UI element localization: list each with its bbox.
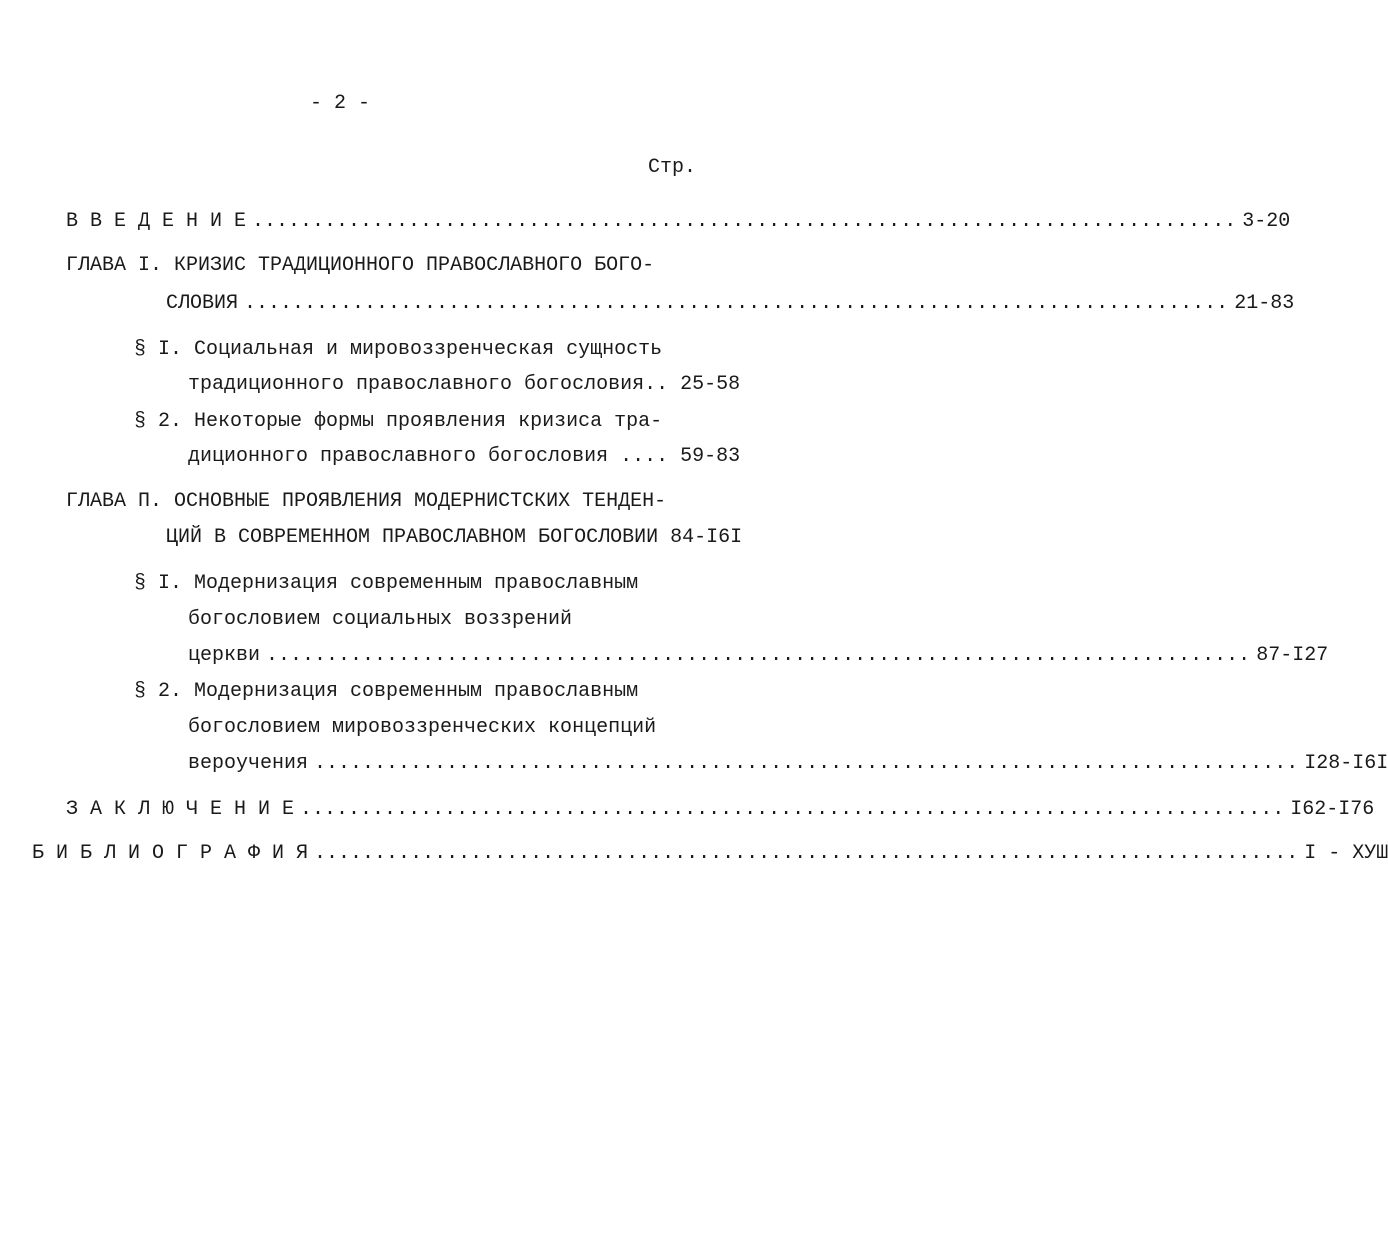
toc-title: З А К Л Ю Ч Е Н И Е [66,798,295,821]
toc-entry-chapter-2-section-2 [188,752,1388,778]
toc-page: 84-I6I [670,526,743,549]
toc-title: ЦИЙ В СОВРЕМЕННОМ ПРАВОСЛАВНОМ БОГОСЛОВИИ [166,526,659,549]
chapter-2-section-2-line-2: богословием мировоззренческих концепций [188,716,657,739]
leader-dots: .................................................................................. [244,292,1229,315]
leader-dots: .................................................................................. [266,644,1251,667]
leader-dots: .................................................................................. [314,842,1299,865]
leader-dots: .................................................................................. [314,752,1299,775]
toc-page: I - ХУШ [1304,842,1388,865]
toc-page: 59-83 [680,445,741,468]
chapter-2-section-2-line-1: § 2. Модернизация современным православным [134,680,639,703]
chapter-1-section-2-line-1: § 2. Некоторые формы проявления кризиса тра- [134,410,663,433]
toc-entry-chapter-1-section-2 [188,445,741,471]
toc-page: 87-I27 [1256,644,1329,667]
toc-page: 3-20 [1242,210,1291,233]
chapter-2-section-1-line-1: § I. Модернизация современным православным [134,572,639,595]
toc-title: СЛОВИЯ [166,292,239,315]
toc-entry-conclusion [66,798,1375,824]
leader-dots: .................................................................................. [252,210,1237,233]
toc-page: I28-I6I [1304,752,1388,775]
toc-entry-intro [66,210,1291,236]
toc-entry-chapter-2-section-1 [188,644,1329,670]
chapter-1-section-1-line-1: § I. Социальная и мировоззренческая сущность [134,338,663,361]
toc-page: 25-58 [680,373,741,396]
toc-entry-chapter-2 [166,526,743,552]
chapter-2-section-1-line-2: богословием социальных воззрений [188,608,573,631]
toc-title: В В Е Д Е Н И Е [66,210,247,233]
toc-title: вероучения [188,752,309,775]
toc-page: 21-83 [1234,292,1295,315]
page-number: - 2 - [309,92,370,115]
chapter-2-title: ГЛАВА П. ОСНОВНЫЕ ПРОЯВЛЕНИЯ МОДЕРНИСТСКИХ ТЕНДЕН- [66,490,667,513]
toc-entry-bibliography [32,842,1388,868]
toc-entry-chapter-1-section-1 [188,373,741,399]
toc-entry-chapter-1 [166,292,1295,318]
leader-dots: .................................................................................. [300,798,1285,821]
toc-title: Б И Б Л И О Г Р А Ф И Я [32,842,309,865]
toc-title: традиционного православного богословия.. [188,373,669,396]
toc-page: I62-I76 [1290,798,1375,821]
toc-title: диционного православного богословия .... [188,445,669,468]
page-column-label: Стр. [648,156,697,179]
chapter-1-title: ГЛАВА I. КРИЗИС ТРАДИЦИОННОГО ПРАВОСЛАВНОГО БОГО- [66,254,655,277]
toc-title: церкви [188,644,261,667]
